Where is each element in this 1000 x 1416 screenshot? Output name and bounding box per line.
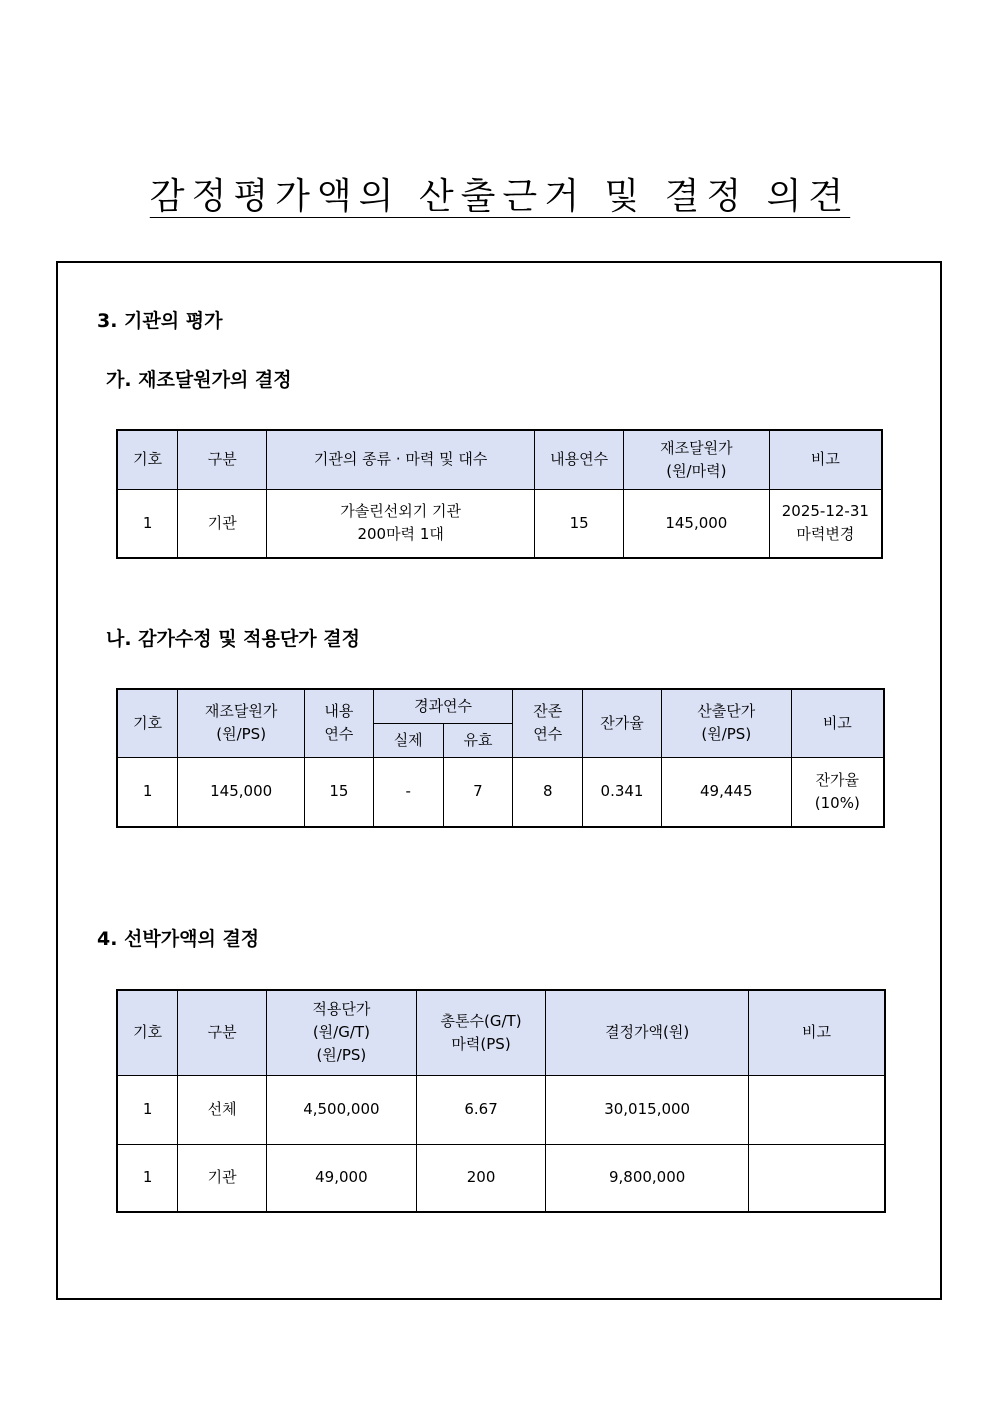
cell-type: 선체	[178, 1075, 267, 1144]
cell-actual: -	[373, 757, 443, 827]
col-header-type: 구분	[178, 430, 267, 489]
section3-heading: 3. 기관의 평가	[97, 310, 223, 332]
col-header-amount: 결정가액(원)	[546, 990, 749, 1075]
cell-no: 1	[117, 489, 178, 558]
cell-life: 15	[305, 757, 374, 827]
col-header-remain	[513, 689, 583, 757]
col-header-rate: 잔가율	[583, 689, 662, 757]
page-title-text: 감정평가액의 산출근거 및 결정 의견	[149, 176, 851, 217]
cell-note	[748, 1075, 885, 1144]
cell-price: 4,500,000	[267, 1075, 417, 1144]
col-header-life	[305, 689, 374, 757]
table-header-row	[117, 990, 885, 1075]
cell-effective: 7	[443, 757, 513, 827]
cell-remain: 8	[513, 757, 583, 827]
col-header-qty-line1: 총톤수(G/T)	[440, 1011, 522, 1030]
col-header-elapsed: 경과연수	[373, 689, 513, 723]
cell-note-line2: (10%)	[814, 793, 860, 812]
col-header-price-line2: (원/G/T)	[312, 1023, 370, 1042]
cell-price: 49,000	[267, 1144, 417, 1212]
col-header-effective: 유효	[443, 723, 513, 757]
cell-type: 기관	[178, 489, 267, 558]
page-title	[0, 168, 1000, 219]
col-header-qty	[416, 990, 546, 1075]
col-header-unit-line1: 산출단가	[697, 702, 756, 721]
section4-heading: 4. 선박가액의 결정	[97, 928, 260, 950]
cell-desc-line1: 가솔린선외기 기관	[340, 502, 461, 521]
cell-unit: 49,445	[661, 757, 791, 827]
cell-amount: 30,015,000	[546, 1075, 749, 1144]
col-header-type: 구분	[178, 990, 267, 1075]
cell-note	[748, 1144, 885, 1212]
cell-type: 기관	[178, 1144, 267, 1212]
vessel-value-table	[116, 989, 886, 1213]
col-header-life-line2: 연수	[324, 725, 354, 744]
table-header-row	[117, 689, 884, 723]
col-header-unit-line2: (원/PS)	[701, 725, 752, 744]
col-header-price-line3: (원/PS)	[316, 1046, 367, 1065]
table-row	[117, 489, 882, 558]
table-header-row	[117, 430, 882, 489]
col-header-price	[267, 990, 417, 1075]
cell-qty: 6.67	[416, 1075, 546, 1144]
col-header-no: 기호	[117, 689, 178, 757]
col-header-life: 내용연수	[535, 430, 624, 489]
col-header-note: 비고	[748, 990, 885, 1075]
cell-cost: 145,000	[623, 489, 769, 558]
col-header-cost-line2: (원/PS)	[216, 725, 267, 744]
cell-rate: 0.341	[583, 757, 662, 827]
col-header-qty-line2: 마력(PS)	[451, 1034, 511, 1053]
col-header-remain-line2: 연수	[533, 725, 563, 744]
cell-amount: 9,800,000	[546, 1144, 749, 1212]
cell-note	[769, 489, 882, 558]
col-header-actual: 실제	[373, 723, 443, 757]
col-header-cost	[178, 689, 305, 757]
table-row	[117, 1144, 885, 1212]
cell-note-line1: 잔가율	[815, 770, 860, 789]
cell-cost: 145,000	[178, 757, 305, 827]
col-header-note: 비고	[769, 430, 882, 489]
col-header-unit	[661, 689, 791, 757]
cell-no: 1	[117, 1075, 178, 1144]
cell-no: 1	[117, 1144, 178, 1212]
cell-note-line2: 마력변경	[796, 525, 855, 544]
cell-no: 1	[117, 757, 178, 827]
col-header-remain-line1: 잔존	[533, 702, 563, 721]
col-header-life-line1: 내용	[324, 702, 354, 721]
col-header-cost-line1: 재조달원가	[204, 702, 278, 721]
section3a-heading: 가. 재조달원가의 결정	[106, 369, 292, 391]
col-header-note: 비고	[791, 689, 884, 757]
table-row	[117, 757, 884, 827]
replacement-cost-table	[116, 429, 883, 559]
table-row	[117, 1075, 885, 1144]
depreciation-table	[116, 688, 885, 828]
cell-life: 15	[535, 489, 624, 558]
section3b-heading: 나. 감가수정 및 적용단가 결정	[106, 628, 360, 650]
col-header-no: 기호	[117, 990, 178, 1075]
cell-note	[791, 757, 884, 827]
col-header-no: 기호	[117, 430, 178, 489]
col-header-price-line1: 적용단가	[312, 1000, 371, 1019]
cell-qty: 200	[416, 1144, 546, 1212]
cell-desc	[267, 489, 535, 558]
cell-desc-line2: 200마력 1대	[357, 525, 444, 544]
col-header-cost: 재조달원가 (원/마력)	[623, 430, 769, 489]
cell-note-line1: 2025-12-31	[781, 502, 869, 521]
col-header-desc: 기관의 종류 · 마력 및 대수	[267, 430, 535, 489]
